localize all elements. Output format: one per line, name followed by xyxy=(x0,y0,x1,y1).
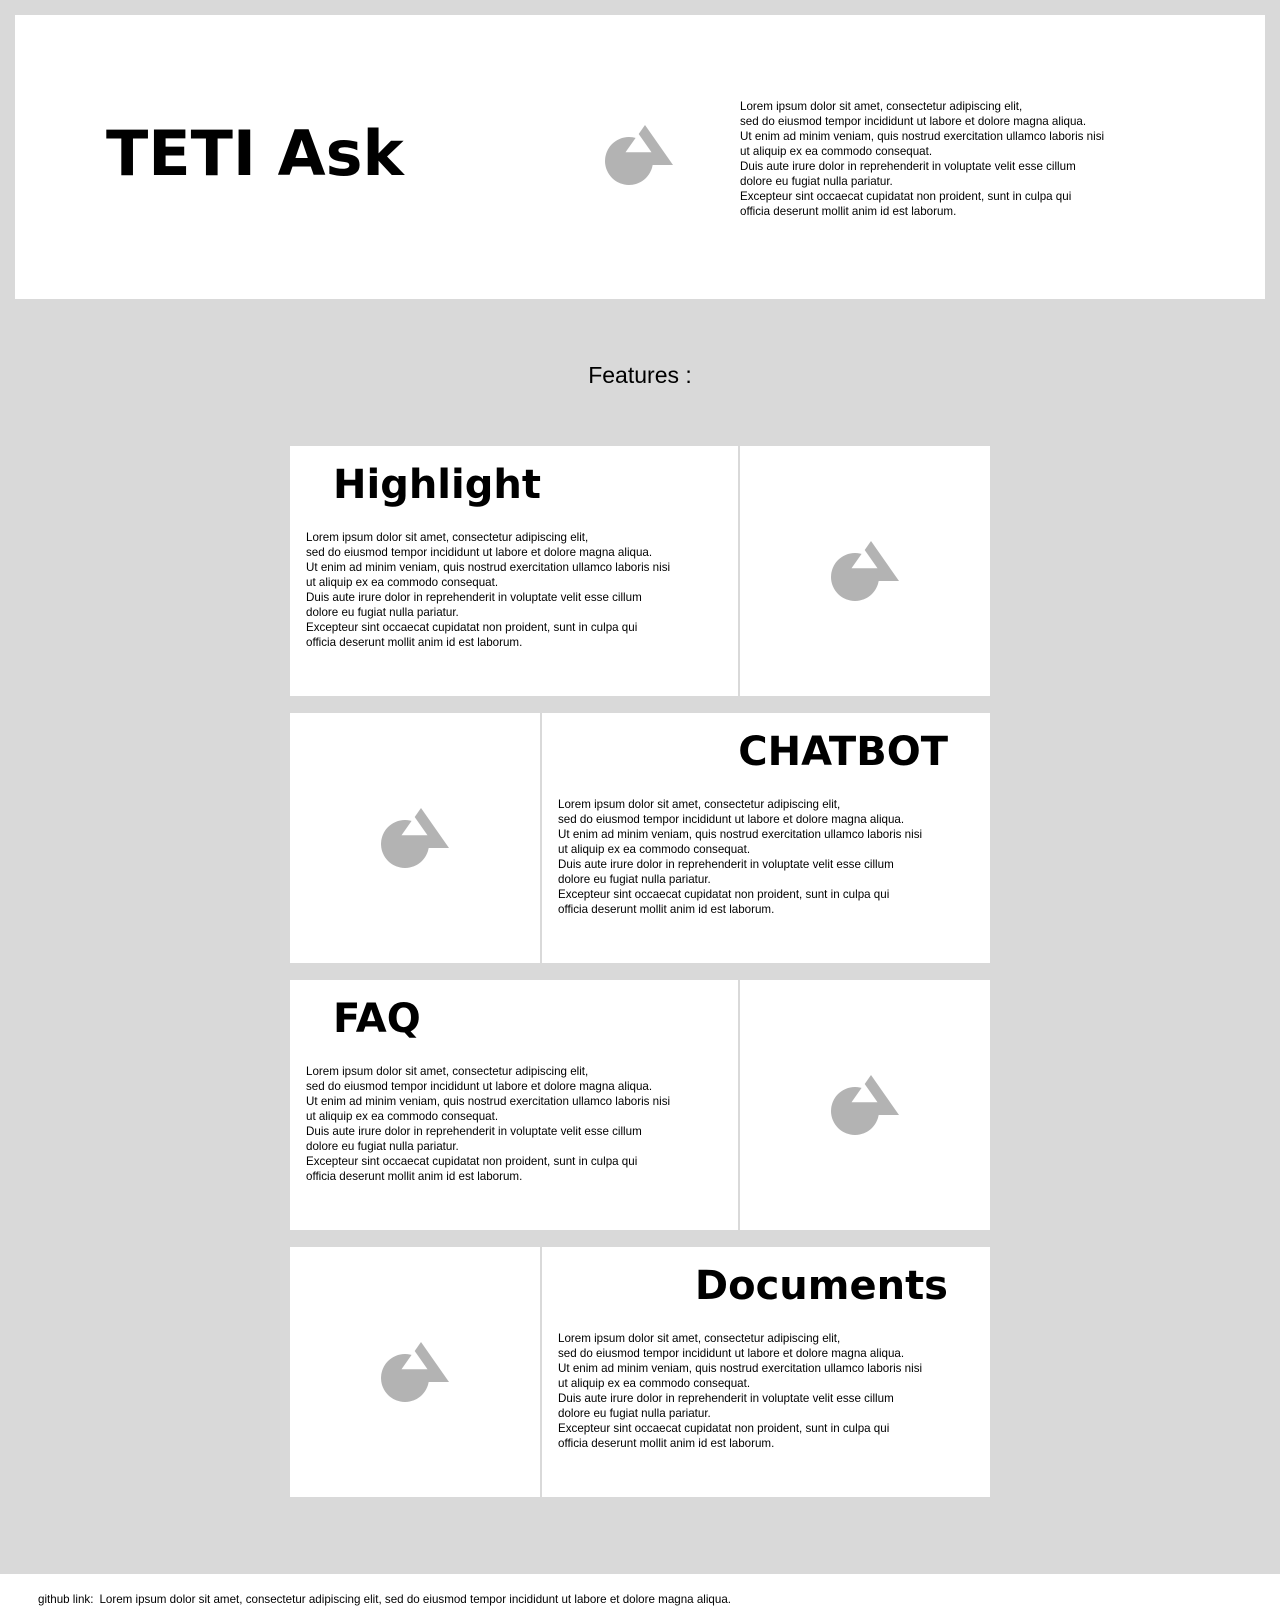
hero-description xyxy=(740,99,1260,219)
feature-description xyxy=(306,1064,716,1184)
feature-description-text: Lorem ipsum dolor sit amet, consectetur adipiscing elit, sed do eiusmod tempor incididunt ut labore et dolore magna aliqua. Ut enim ad minim veniam, quis nostrud exercitation ullamco laboris nisi ut aliquip ex ea commodo consequat. Duis aute irure dolor in reprehenderit in voluptate velit esse cillum dolore eu fugiat nulla pariatur. Excepteur sint occaecat cupidatat non proident, sunt in culpa qui officia deserunt mollit anim id est laborum. xyxy=(558,1332,923,1450)
feature-title: CHATBOT xyxy=(738,729,948,775)
feature-text-panel xyxy=(542,1247,990,1497)
site-title: TETI Ask xyxy=(106,117,404,190)
feature-description-text: Lorem ipsum dolor sit amet, consectetur adipiscing elit, sed do eiusmod tempor incididunt ut labore et dolore magna aliqua. Ut enim ad minim veniam, quis nostrud exercitation ullamco laboris nisi ut aliquip ex ea commodo consequat. Duis aute irure dolor in reprehenderit in voluptate velit esse cillum dolore eu fugiat nulla pariatur. Excepteur sint occaecat cupidatat non proident, sunt in culpa qui officia deserunt mollit anim id est laborum. xyxy=(306,531,671,649)
feature-card-documents xyxy=(290,1247,990,1497)
feature-title: Highlight xyxy=(333,462,541,508)
image-placeholder-icon xyxy=(381,1342,449,1407)
feature-image-panel xyxy=(740,446,990,696)
feature-text-panel xyxy=(290,980,738,1230)
github-link-text: Lorem ipsum dolor sit amet, consectetur adipiscing elit, sed do eiusmod tempor incididunt ut labore et dolore magna aliqua. xyxy=(99,1593,731,1606)
image-placeholder-icon xyxy=(381,808,449,873)
hero-section xyxy=(15,15,1265,299)
feature-description-text: Lorem ipsum dolor sit amet, consectetur adipiscing elit, sed do eiusmod tempor incididunt ut labore et dolore magna aliqua. Ut enim ad minim veniam, quis nostrud exercitation ullamco laboris nisi ut aliquip ex ea commodo consequat. Duis aute irure dolor in reprehenderit in voluptate velit esse cillum dolore eu fugiat nulla pariatur. Excepteur sint occaecat cupidatat non proident, sunt in culpa qui officia deserunt mollit anim id est laborum. xyxy=(306,1065,671,1183)
feature-image-panel xyxy=(290,713,540,963)
feature-image-panel xyxy=(290,1247,540,1497)
feature-text-panel xyxy=(542,713,990,963)
footer-text xyxy=(38,1592,731,1607)
features-heading: Features : xyxy=(588,362,692,388)
feature-title: FAQ xyxy=(333,996,421,1042)
feature-text-panel xyxy=(290,446,738,696)
footer xyxy=(0,1574,1280,1622)
feature-card-chatbot xyxy=(290,713,990,963)
hero-description-text: Lorem ipsum dolor sit amet, consectetur adipiscing elit, sed do eiusmod tempor incididunt ut labore et dolore magna aliqua. Ut enim ad minim veniam, quis nostrud exercitation ullamco laboris nisi ut aliquip ex ea commodo consequat. Duis aute irure dolor in reprehenderit in voluptate velit esse cillum dolore eu fugiat nulla pariatur. Excepteur sint occaecat cupidatat non proident, sunt in culpa qui officia deserunt mollit anim id est laborum. xyxy=(740,100,1105,218)
feature-image-panel xyxy=(740,980,990,1230)
feature-description xyxy=(306,530,716,650)
feature-card-highlight xyxy=(290,446,990,696)
feature-description xyxy=(558,797,968,917)
image-placeholder-icon xyxy=(831,1075,899,1140)
github-link-label: github link: xyxy=(38,1593,94,1606)
feature-card-faq xyxy=(290,980,990,1230)
image-placeholder-icon xyxy=(831,541,899,606)
feature-description-text: Lorem ipsum dolor sit amet, consectetur adipiscing elit, sed do eiusmod tempor incididunt ut labore et dolore magna aliqua. Ut enim ad minim veniam, quis nostrud exercitation ullamco laboris nisi ut aliquip ex ea commodo consequat. Duis aute irure dolor in reprehenderit in voluptate velit esse cillum dolore eu fugiat nulla pariatur. Excepteur sint occaecat cupidatat non proident, sunt in culpa qui officia deserunt mollit anim id est laborum. xyxy=(558,798,923,916)
image-placeholder-icon xyxy=(605,125,673,190)
feature-title: Documents xyxy=(694,1263,948,1309)
feature-description xyxy=(558,1331,968,1451)
